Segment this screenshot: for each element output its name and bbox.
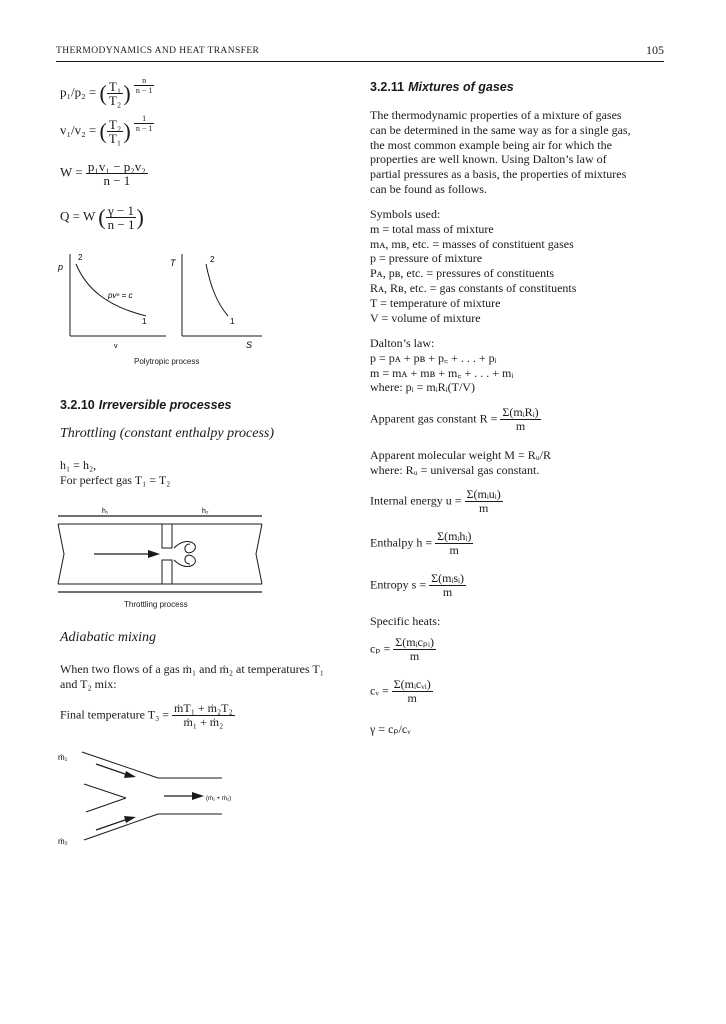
pv-curve-label: pvⁿ = c (108, 291, 133, 300)
eq-lhs: W = (60, 164, 83, 180)
page-number: 105 (646, 43, 664, 57)
cv-equation: cᵥ = $\frac{\text{Σ(mᵢcᵥᵢ)}}{m}$ (370, 677, 431, 705)
eq-lhs: Final temperature T₃ = (60, 707, 170, 722)
adiabatic-text-1: When two flows of a gas ṁ₁ and ṁ₂ at temperatures T₁ (60, 662, 324, 676)
running-title: THERMODYNAMICS AND HEAT TRANSFER (56, 46, 260, 56)
mixtures-intro: The thermodynamic properties of a mixture of gases can be determined in the same way as for a single gas, the most common example being air for which the properties are well known. Using Dalton’s law of partial pressures as a basis, the properties of mixtures can be found as follows. (370, 108, 631, 196)
eq-lhs: Q = W (60, 208, 96, 224)
polytropic-caption: Polytropic process (134, 357, 200, 366)
flow-arrowhead (148, 550, 160, 558)
throttling-eq1: h₁ = h₂, (60, 458, 97, 472)
pv-diagram (57, 253, 166, 350)
ts-point-2: 2 (210, 255, 215, 264)
section-heading-3-2-10 (60, 396, 232, 414)
pv-point-2: 2 (78, 253, 83, 262)
turbulence-swirls (174, 541, 195, 566)
orifice-plate (162, 524, 172, 584)
eq-exponent: $\frac{n}{n - 1}$ (135, 76, 153, 95)
throttle-label-h1: h₁ (102, 508, 109, 515)
symbols-heading: Symbols used: (370, 207, 441, 221)
eq-fraction: $\frac{\text{ṁT₁ + ṁ₂T₂}}{\text{ṁ₁ + ṁ₂}}$ (174, 701, 233, 729)
header-rule (56, 61, 664, 62)
specific-heats-heading: Specific heats: (370, 614, 441, 628)
eq-lhs: v₁/v₂ = (60, 122, 97, 138)
entropy-equation: Entropy s = $\frac{\text{Σ(mᵢsᵢ)}}{m}$ (370, 571, 465, 599)
mix-inlet-2: ṁ₂ (58, 837, 68, 846)
throttling-caption: Throttling process (124, 600, 188, 609)
eq-exponent: $\frac{1}{n - 1}$ (135, 114, 153, 133)
pv-point-1: 1 (142, 317, 147, 326)
adiabatic-heading: Adiabatic mixing (60, 630, 157, 645)
eq-fraction: $\frac{\text{p₁v₁ − p₂v₂}}{n - 1}$ (87, 159, 146, 188)
throttle-label-h2: h₂ (202, 508, 209, 515)
pv-curve (76, 264, 146, 316)
section-number: 3.2.11 (370, 80, 405, 94)
section-title: Mixtures of gases (408, 80, 514, 94)
section-heading-3-2-11 (370, 78, 514, 96)
mix-inlet-1: ṁ₁ (58, 753, 68, 762)
final-temperature-equation (60, 702, 235, 729)
ts-axis-t: T (170, 258, 176, 268)
cp-equation: cₚ = $\frac{\text{Σ(mᵢcₚᵢ)}}{m}$ (370, 635, 434, 663)
equation-work (60, 160, 148, 187)
eq-lhs: p₁/p₂ = (60, 84, 97, 100)
equation-pressure-ratio: p₁/p₂ = ( $\frac{\text{T₁}}{\text{T₂}}$ ) $\frac{n}{n - 1}$ (60, 76, 153, 108)
throttling-diagram (56, 504, 272, 596)
throttling-heading: Throttling (constant enthalpy process) (60, 426, 274, 441)
eq-fraction: $\frac{\text{T₁}}{\text{T₂}}$ (108, 79, 122, 108)
polytropic-diagram (56, 250, 276, 350)
mix-arrow-2 (96, 819, 128, 830)
enthalpy-equation: Enthalpy h = $\frac{\text{Σ(mᵢhᵢ)}}{m}$ (370, 529, 472, 557)
adiabatic-text-2: and T₂ mix: (60, 677, 117, 691)
daltons-law: Dalton’s law: p = pᴀ + pʙ + p꜀ + . . . + pᵢ m = mᴀ + mʙ + m꜀ + . . . + mᵢ where: pᵢ = mᵢRᵢ(T/V) (370, 336, 670, 395)
ts-axis-s: S (246, 340, 253, 350)
eq-fraction: $\frac{\text{T₂}}{\text{T₁}}$ (108, 117, 122, 146)
throttling-eq2: For perfect gas T₁ = T₂ (60, 473, 171, 487)
equation-heat: Q = W ( $\frac{\gamma - 1}{n - 1}$ ) (60, 203, 144, 232)
equation-volume-ratio: v₁/v₂ = ( $\frac{\text{T₂}}{\text{T₁}}$ ) $\frac{1}{n - 1}$ (60, 114, 153, 146)
section-number: 3.2.10 (60, 398, 95, 412)
ts-point-1: 1 (230, 317, 235, 326)
mix-outlet: (ṁ₁ + ṁ₂) (206, 796, 232, 802)
apparent-gas-constant: Apparent gas constant R = $\frac{\text{Σ(mᵢRᵢ)}}{m}$ (370, 405, 539, 433)
gamma-equation: γ = cₚ/cᵥ (370, 722, 411, 736)
section-title: Irreversible processes (98, 398, 232, 412)
pv-axis-p: p (58, 262, 64, 272)
symbols-list: Symbols used: m = total mass of mixture mᴀ, mʙ, etc. = masses of constituent gases p = pressure of mixture Pᴀ, pʙ, etc. = pressures of constituents Rᴀ, Rʙ, etc. = gas constants of constituents T = temperature of mixture V = volume of mixture (370, 207, 670, 325)
pv-axis-v: v (114, 343, 118, 350)
eq-fraction: $\frac{\gamma - 1}{n - 1}$ (107, 203, 135, 232)
ts-diagram (170, 254, 262, 350)
dalton-heading: Dalton’s law: (370, 336, 435, 350)
internal-energy-equation: Internal energy u = $\frac{\text{Σ(mᵢuᵢ)}}{m}$ (370, 487, 501, 515)
ts-curve (206, 264, 228, 316)
mixing-diagram (56, 744, 276, 848)
molecular-weight: Apparent molecular weight M = Rᵤ/R where: Rᵤ = universal gas constant. (370, 448, 551, 477)
